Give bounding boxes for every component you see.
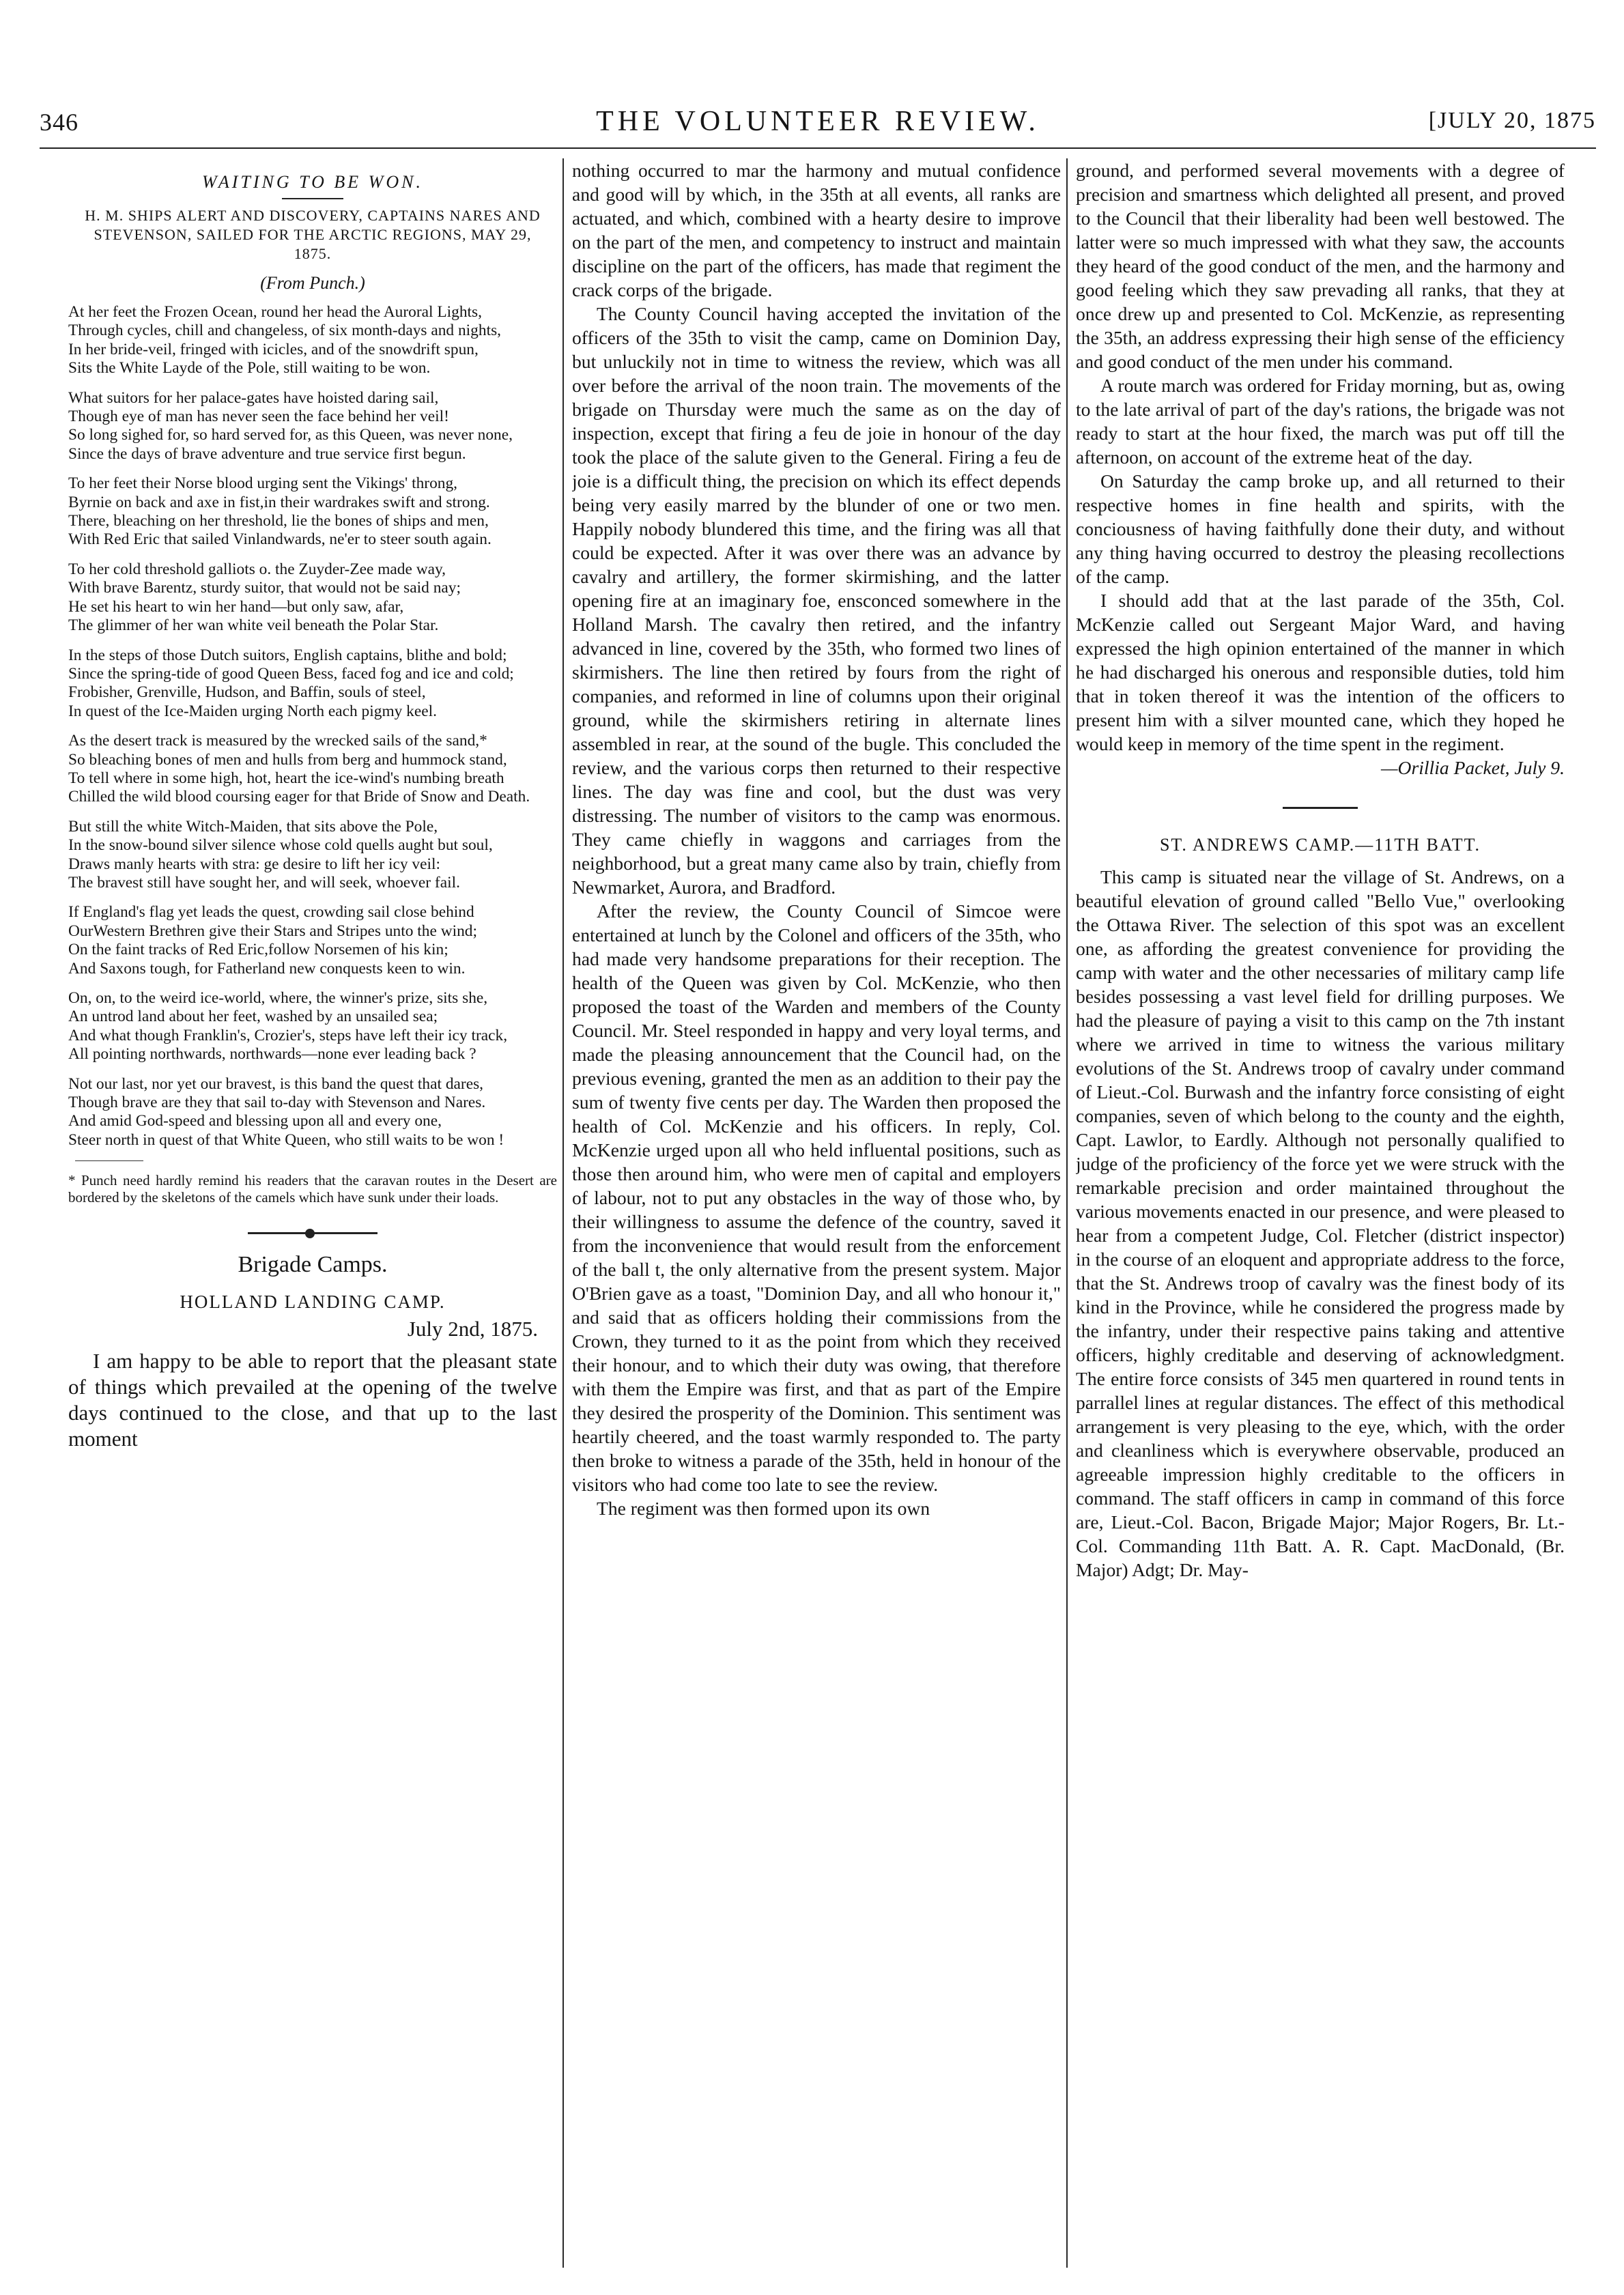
running-header [40,108,1596,142]
article-paragraph: On Saturday the camp broke up, and all returned to their respective homes in fine health and spirits, with the conciousness of having faithfully done their duty, and without any thing having occurred to destroy the pleasing recollections of the camp. [1076,470,1565,587]
poem-line: Sits the White Layde of the Pole, still waiting to be won. [68,359,431,377]
column-3 [1076,158,1565,2266]
dateline: July 2nd, 1875. [407,1317,538,1341]
poem-stanza [68,303,557,378]
article-divider [1283,807,1358,809]
poem-line: And Saxons tough, for Fatherland new conquests keen to win. [68,959,466,978]
poem-line: And amid God-speed and blessing upon all and every one, [68,1112,442,1130]
poem-stanza [68,560,557,636]
article-paragraph: nothing occurred to mar the harmony and mutual confidence and good will by which, in the 35th at all events, all ranks are actuated, and which, combined with a hearty desire to improve on the part of the men, and competency to instruct and maintain discipline on the part of the officers, has made that regiment the crack corps of the brigade. [572,160,1061,300]
poem-line: As the desert track is measured by the wrecked sails of the sand,* [68,732,487,750]
poem-line: Byrnie on back and axe in fist,in their wardrakes swift and strong. [68,493,490,511]
poem-stanza [68,903,557,978]
poem-line: At her feet the Frozen Ocean, round her head the Auroral Lights, [68,303,482,321]
poem-stanza [68,389,557,464]
poem-line: Frobisher, Grenville, Hudson, and Baffin, souls of steel, [68,683,426,702]
issue-date: [JULY 20, 1875 [1428,108,1596,133]
poem-stanza [68,474,557,550]
poem-line: To her feet their Norse blood urging sent the Vikings' throng, [68,474,458,493]
poem-stanza [68,732,557,807]
camp-title: HOLLAND LANDING CAMP. [180,1292,446,1313]
poem-line: Not our last, nor yet our bravest, is this band the quest that dares, [68,1074,484,1093]
poem-line: There, bleaching on her threshold, lie the bones of ships and men, [68,512,489,530]
poem-line: The glimmer of her wan white veil beneath the Polar Star. [68,616,439,635]
poem-line: Steer north in quest of that White Queen, who still waits to be won ! [68,1130,504,1149]
poem-line: So bleaching bones of men and hulls from berg and hummock stand, [68,750,507,769]
column-2 [572,158,1061,2266]
article-paragraph: I should add that at the last parade of the 35th, Col. McKenzie called out Sergeant Major Ward, and having expressed the high opinion entertained of the manner in which he had discharged his onerous and responsible duties, told him that in token thereof it was the intention of the officers to present him with a silver mounted cane, which they hoped he would keep in memory of the time spent in the regiment. [1076,590,1565,754]
article-opening: I am happy to be able to report that the pleasant state of things which prevailed at the opening of the twelve days continued to the close, and that up to the last moment [68,1349,557,1451]
page-number: 346 [40,109,79,136]
poem-line: With Red Eric that sailed Vinlandwards, ne'er to steer south again. [68,530,492,549]
poem-line: OurWestern Brethren give their Stars and Stripes unto the wind; [68,922,477,940]
poem-line: Since the days of brave adventure and true service first begun. [68,444,466,463]
poem-line: On the faint tracks of Red Eric,follow Norsemen of his kin; [68,941,448,959]
poem-line: And what though Franklin's, Crozier's, steps have left their icy track, [68,1026,508,1044]
poem-line: So long sighed for, so hard served for, as this Queen, was never none, [68,426,513,444]
section-title: Brigade Camps. [238,1252,388,1278]
poem-line: On, on, to the weird ice-world, where, the winner's prize, sits she, [68,989,488,1007]
poem-line: Though eye of man has never seen the face behind her veil! [68,408,449,426]
footnote-rule [75,1160,143,1161]
poem-line: An untrod land about her feet, washed by an unsailed sea; [68,1008,438,1026]
poem-line: In her bride-veil, fringed with icicles, and of the snowdrift spun, [68,340,479,358]
poem-line: In the steps of those Dutch suitors, English captains, blithe and bold; [68,646,507,664]
poem-line: To her cold threshold galliots o. the Zuyder-Zee made way, [68,560,446,578]
article-paragraph: After the review, the County Council of Simcoe were entertained at lunch by the Colonel and officers of the 35th, who had made very handsome preparations for their reception. The health of the Queen was given by Col. McKenzie, who then proposed the toast of the Warden and members of the County Council. Mr. Steel responded in happy and very loyal terms, and made the pleasing announcement that the Council had, on the previous evening, granted the men as an addition to their pay the sum of twenty five cents per day. The Warden then proposed the health of Col. McKenzie and his officers. In reply, Col. McKenzie urged upon all who held influental positions, such as those then around him, who were men of capital and employers of labour, not to put any obstacles in the way of those who, by their willingness to assume the defence of the country, saved it from the inconvenience that would result from the enforcement of the ball t, the only alternative from the present system. Major O'Brien gave as a toast, "Dominion Day, and all who honour it," and said that as officers holding their commissions from the Crown, they turned to it as the point from which they received their honour, and to which their duty was owing, that therefore with them the Empire was first, and that as part of the Empire they desired the prosperity of the Dominion. This sentiment was heartily cheered, and the toast warmly responded to. The party then broke to witness a parade of the 35th, held in honour of the visitors who had come too late to see the review. [572,900,1061,1495]
poem-line: In quest of the Ice-Maiden urging North each pigmy keel. [68,702,437,720]
poem-line: Chilled the wild blood coursing eager for that Bride of Snow and Death. [68,788,530,806]
masthead-title: THE VOLUNTEER REVIEW. [596,106,1040,137]
poem-title: WAITING TO BE WON. [202,172,423,192]
article-paragraph: This camp is situated near the village of St. Andrews, on a beautiful elevation of ground called "Bello Vue," overlooking the Ottawa River. The selection of this spot was an excellent one, as affording the greatest convenience for providing the camp with water and the other necessaries of military camp life besides possessing a vast level field for drilling purposes. We had the pleasure of paying a visit to this camp on the 7th instant where we arrived in time to witness the various military evolutions of the St. Andrews troop of cavalry under command of Lieut.-Col. Burwash and the infantry force consisting of eight companies, seven of which belong to the county and the eighth, Capt. Lawlor, to Eardly. Although not personally qualified to judge of the proficiency of the force yet we were struck with the remarkable precision and order maintained throughout the various movements enacted in our presence, and were pleased to hear from a competent Judge, Col. Fletcher (district inspector) in the course of an eloquent and appropriate address to the force, that the St. Andrews troop of cavalry was the finest body of its kind in the Province, while he considered the progress made by the infantry, under their respective pains taking and attentive officers, highly creditable and deserving of acknowledgment. The entire force consists of 345 men quartered in round tents in parrallel lines at regular distances. The effect of this methodical arrangement is very pleasing to the eye, which, with the order and cleanliness which is everywhere observable, produced an agreeable impression highly creditable to the officers in command. The staff officers in camp in command of this force are, Lieut.-Col. Bacon, Brigade Major; Major Rogers, Br. Lt.-Col. Commanding 11th Batt. A. R. Capt. MacDonald, (Br. Major) Adgt; Dr. May- [1076,866,1565,1580]
poem-line: Through cycles, chill and changeless, of six month-days and nights, [68,322,502,340]
st-andrews-title: ST. ANDREWS CAMP.—11TH BATT. [1159,835,1481,855]
column-divider-1 [562,158,564,2268]
article-paragraph: The regiment was then formed upon its own [597,1498,930,1519]
article-signature: —Orillia Packet, July 9. [1381,757,1565,778]
poem-footnote: * Punch need hardly remind his readers that the caravan routes in the Desert are bordered by the skeletons of the camels which have sunk under their loads. [68,1172,557,1206]
column-1 [68,158,557,2266]
poem-body [68,303,557,1150]
poem-stanza [68,646,557,722]
poem-line: All pointing northwards, northwards—none ever leading back ? [68,1045,476,1064]
article-paragraph: The County Council having accepted the invitation of the officers of the 35th to visit the camp, came on Dominion Day, but unluckily not in time to witness the review, which was all over before the arrival of the noon train. The movements of the brigade on Thursday were much the same as on the day of inspection, except that firing a feu de joie in honour of the day took the place of the salute given to the General. Firing a feu de joie is a difficult thing, the precision on which its effect depends being very easily marred by the blunder of one or two men. Happily nobody blundered this time, and the firing was all that could be expected. After it was over there was an advance by cavalry and artillery, the former skirmishing, and the latter opening fire at an imaginary foe, ensconced somewhere in the Holland Marsh. The cavalry then retired, and the infantry advanced in line, covered by the 35th, who formed two lines of skirmishers. The line then retired by fours from the right of companies, and reformed in line of columns upon their original ground, while the skirmishers retiring in alternate lines assembled in rear, at the sound of the bugle. This concluded the review, and the various corps then returned to their respective lines. The day was fine and cool, but the dust was very distressing. The number of visitors to the camp was enormous. They came chiefly in waggons and carriages from the neighborhood, but a great many came also by train, chiefly from Newmarket, Aurora, and Bradford. [572,303,1061,898]
poem-stanza [68,989,557,1064]
poem-line: With brave Barentz, sturdy suitor, that would not be said nay; [68,579,461,597]
poem-line: Since the spring-tide of good Queen Bess, faced fog and ice and cold; [68,664,514,683]
header-rule [40,147,1596,149]
poem-line: To tell where in some high, hot, heart the ice-wind's numbing breath [68,769,504,787]
section-divider [248,1232,377,1234]
poem-stanza [68,818,557,893]
poem-line: The bravest still have sought her, and will seek, whoever fail. [68,873,460,892]
poem-source: (From Punch.) [260,273,365,293]
poem-line: He set his heart to win her hand—but only saw, afar, [68,597,404,616]
poem-subtitle: H. M. SHIPS ALERT AND DISCOVERY, CAPTAINS NARES AND STEVENSON, SAILED FOR THE ARCTIC REGIONS, MAY 29, 1875. [85,207,541,262]
column-divider-2 [1066,158,1068,2268]
poem-stanza [68,1075,557,1150]
poem-line: In the snow-bound silver silence whose cold quells aught but soul, [68,836,493,855]
poem-line: But still the white Witch-Maiden, that sits above the Pole, [68,817,438,836]
article-paragraph: ground, and performed several movements with a degree of precision and smartness which delighted all present, and proved to the Council that their liberality had been well bestowed. The latter were so much impressed with what they saw, the accounts they heard of the good conduct of the men, and the harmony and good feeling which they saw prevading all ranks, that they at once drew up and presented to Col. McKenzie, as representing the 35th, an address expressing their high sense of the efficiency and good conduct of the men under his command. [1076,160,1565,372]
poem-title-rule [282,198,343,199]
poem-line: What suitors for her palace-gates have hoisted daring sail, [68,388,439,407]
article-paragraph: A route march was ordered for Friday morning, but as, owing to the late arrival of part of the day's rations, the brigade was not ready to start at the hour fixed, the march was put off till the afternoon, on account of the extreme heat of the day. [1076,375,1565,468]
poem-line: If England's flag yet leads the quest, crowding sail close behind [68,903,474,922]
poem-line: Draws manly hearts with stra: ge desire to lift her icy veil: [68,855,440,873]
poem-line: Though brave are they that sail to-day with Stevenson and Nares. [68,1094,486,1112]
